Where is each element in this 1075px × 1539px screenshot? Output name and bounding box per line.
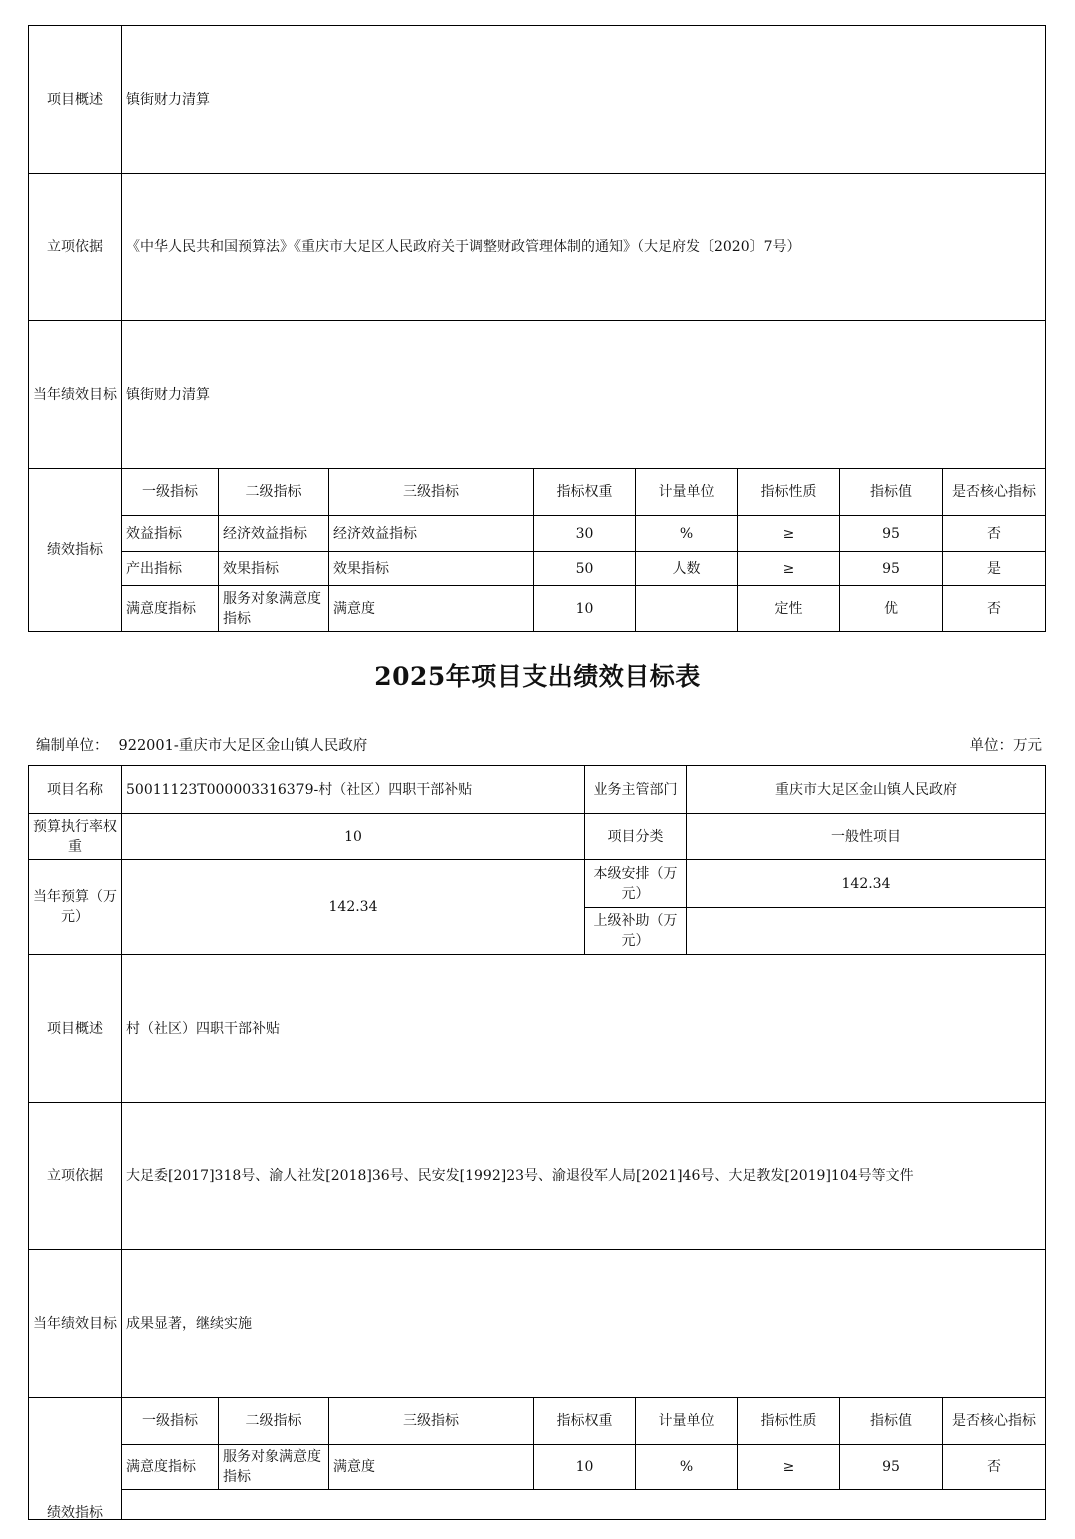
category-value: 一般性项目 <box>687 814 1046 860</box>
indicator-cell: 效果指标 <box>219 552 329 586</box>
header-level1: 一级指标 <box>122 1398 219 1445</box>
upper-value <box>687 908 1046 955</box>
overview-value: 镇街财力清算 <box>122 26 1046 174</box>
exec-rate-value: 10 <box>122 814 585 860</box>
basis-label: 立项依据 <box>29 1103 122 1250</box>
basis-row <box>29 1103 1046 1250</box>
exec-rate-label: 预算执行率权重 <box>29 814 122 860</box>
overview-row <box>29 26 1046 174</box>
org-info <box>36 734 367 755</box>
goal-row <box>29 321 1046 469</box>
indicator-cell: 产出指标 <box>122 552 219 586</box>
dept-value: 重庆市大足区金山镇人民政府 <box>687 766 1046 814</box>
overview-value: 村（社区）四职干部补贴 <box>122 955 1046 1103</box>
indicator-cell: 定性 <box>738 586 840 632</box>
header-core: 是否核心指标 <box>943 469 1046 516</box>
perf-indicator-label: 绩效指标 <box>29 469 122 632</box>
header-core: 是否核心指标 <box>943 1398 1046 1445</box>
indicator-cell: 30 <box>534 516 636 552</box>
indicator-cell: 95 <box>840 516 943 552</box>
unit-text: 单位：万元 <box>969 738 1042 754</box>
header-nature: 指标性质 <box>738 1398 840 1445</box>
indicator-cell: ≥ <box>738 1445 840 1490</box>
indicator-cell: % <box>636 1445 738 1490</box>
header-value: 指标值 <box>840 1398 943 1445</box>
indicator-cell: 效果指标 <box>329 552 534 586</box>
header-value: 指标值 <box>840 469 943 516</box>
header-unit: 计量单位 <box>636 469 738 516</box>
indicator-cell: 满意度指标 <box>122 1445 219 1490</box>
indicator-cell: 经济效益指标 <box>329 516 534 552</box>
org-label: 编制单位： <box>36 738 109 754</box>
goal-value: 成果显著，继续实施 <box>122 1250 1046 1398</box>
indicator-cell: % <box>636 516 738 552</box>
budget-label: 当年预算（万元） <box>29 860 122 955</box>
indicator-cell: 优 <box>840 586 943 632</box>
indicator-cell: 服务对象满意度指标 <box>219 1445 329 1490</box>
indicator-cell: ≥ <box>738 516 840 552</box>
overview-row <box>29 955 1046 1103</box>
indicator-cell: 50 <box>534 552 636 586</box>
project-name-label: 项目名称 <box>29 766 122 814</box>
indicator-cell: 95 <box>840 552 943 586</box>
project-name-value: 50011123T000003316379-村（社区）四职干部补贴 <box>122 766 585 814</box>
project-name-row <box>29 766 1046 814</box>
header-level3: 三级指标 <box>329 469 534 516</box>
indicator-cell: 95 <box>840 1445 943 1490</box>
basis-row <box>29 174 1046 321</box>
indicator-table-2 <box>28 1397 1046 1520</box>
indicator-cell: 经济效益指标 <box>219 516 329 552</box>
goal-label: 当年绩效目标 <box>29 321 122 469</box>
indicator-cell: 否 <box>943 1445 1046 1490</box>
page-title: 2025年项目支出绩效目标表 <box>374 662 701 691</box>
upper-label: 上级补助（万元） <box>585 908 687 955</box>
indicator-cell: 满意度指标 <box>122 586 219 632</box>
org-value: 922001-重庆市大足区金山镇人民政府 <box>118 738 368 754</box>
indicator-cell <box>636 586 738 632</box>
indicator-cell-empty <box>122 1490 1046 1520</box>
header-weight: 指标权重 <box>534 469 636 516</box>
header-unit: 计量单位 <box>636 1398 738 1445</box>
indicator-cell: 10 <box>534 586 636 632</box>
budget-row <box>29 860 1046 908</box>
header-level2: 二级指标 <box>219 469 329 516</box>
header-nature: 指标性质 <box>738 469 840 516</box>
goal-value: 镇街财力清算 <box>122 321 1046 469</box>
header-weight: 指标权重 <box>534 1398 636 1445</box>
indicator-cell: 满意度 <box>329 1445 534 1490</box>
basis-value: 大足委[2017]318号、渝人社发[2018]36号、民安发[1992]23号、渝退役军人局[2021]46号、大足教发[2019]104号等文件 <box>122 1103 1046 1250</box>
indicator-row-next <box>29 1490 1046 1520</box>
indicator-row <box>29 516 1046 552</box>
goal-label: 当年绩效目标 <box>29 1250 122 1398</box>
indicator-cell: 否 <box>943 586 1046 632</box>
project-table-2 <box>28 765 1046 1398</box>
project-table-1 <box>28 25 1046 632</box>
budget-value: 142.34 <box>122 860 585 955</box>
goal-row <box>29 1250 1046 1398</box>
indicator-cell: 满意度 <box>329 586 534 632</box>
indicator-row <box>29 586 1046 632</box>
indicator-header-row <box>29 1398 1046 1445</box>
basis-label: 立项依据 <box>29 174 122 321</box>
indicator-cell: 服务对象满意度指标 <box>219 586 329 632</box>
indicator-cell: 是 <box>943 552 1046 586</box>
indicator-header-row <box>29 469 1046 516</box>
indicator-cell: 10 <box>534 1445 636 1490</box>
local-value: 142.34 <box>687 860 1046 908</box>
header-level1: 一级指标 <box>122 469 219 516</box>
indicator-row <box>29 1445 1046 1490</box>
indicator-row <box>29 552 1046 586</box>
indicator-cell: 否 <box>943 516 1046 552</box>
indicator-cell: ≥ <box>738 552 840 586</box>
basis-value: 《中华人民共和国预算法》《重庆市大足区人民政府关于调整财政管理体制的通知》（大足府发〔2020〕7号） <box>122 174 1046 321</box>
indicator-clip <box>0 1397 1075 1521</box>
overview-label: 项目概述 <box>29 26 122 174</box>
local-label: 本级安排（万元） <box>585 860 687 908</box>
header-level2: 二级指标 <box>219 1398 329 1445</box>
exec-rate-row <box>29 814 1046 860</box>
overview-label: 项目概述 <box>29 955 122 1103</box>
perf-indicator-text: 绩效指标 <box>47 1505 103 1521</box>
category-label: 项目分类 <box>585 814 687 860</box>
org-line <box>36 734 1042 754</box>
indicator-cell: 效益指标 <box>122 516 219 552</box>
header-level3: 三级指标 <box>329 1398 534 1445</box>
indicator-cell: 人数 <box>636 552 738 586</box>
dept-label: 业务主管部门 <box>585 766 687 814</box>
perf-indicator-label <box>29 1398 122 1520</box>
